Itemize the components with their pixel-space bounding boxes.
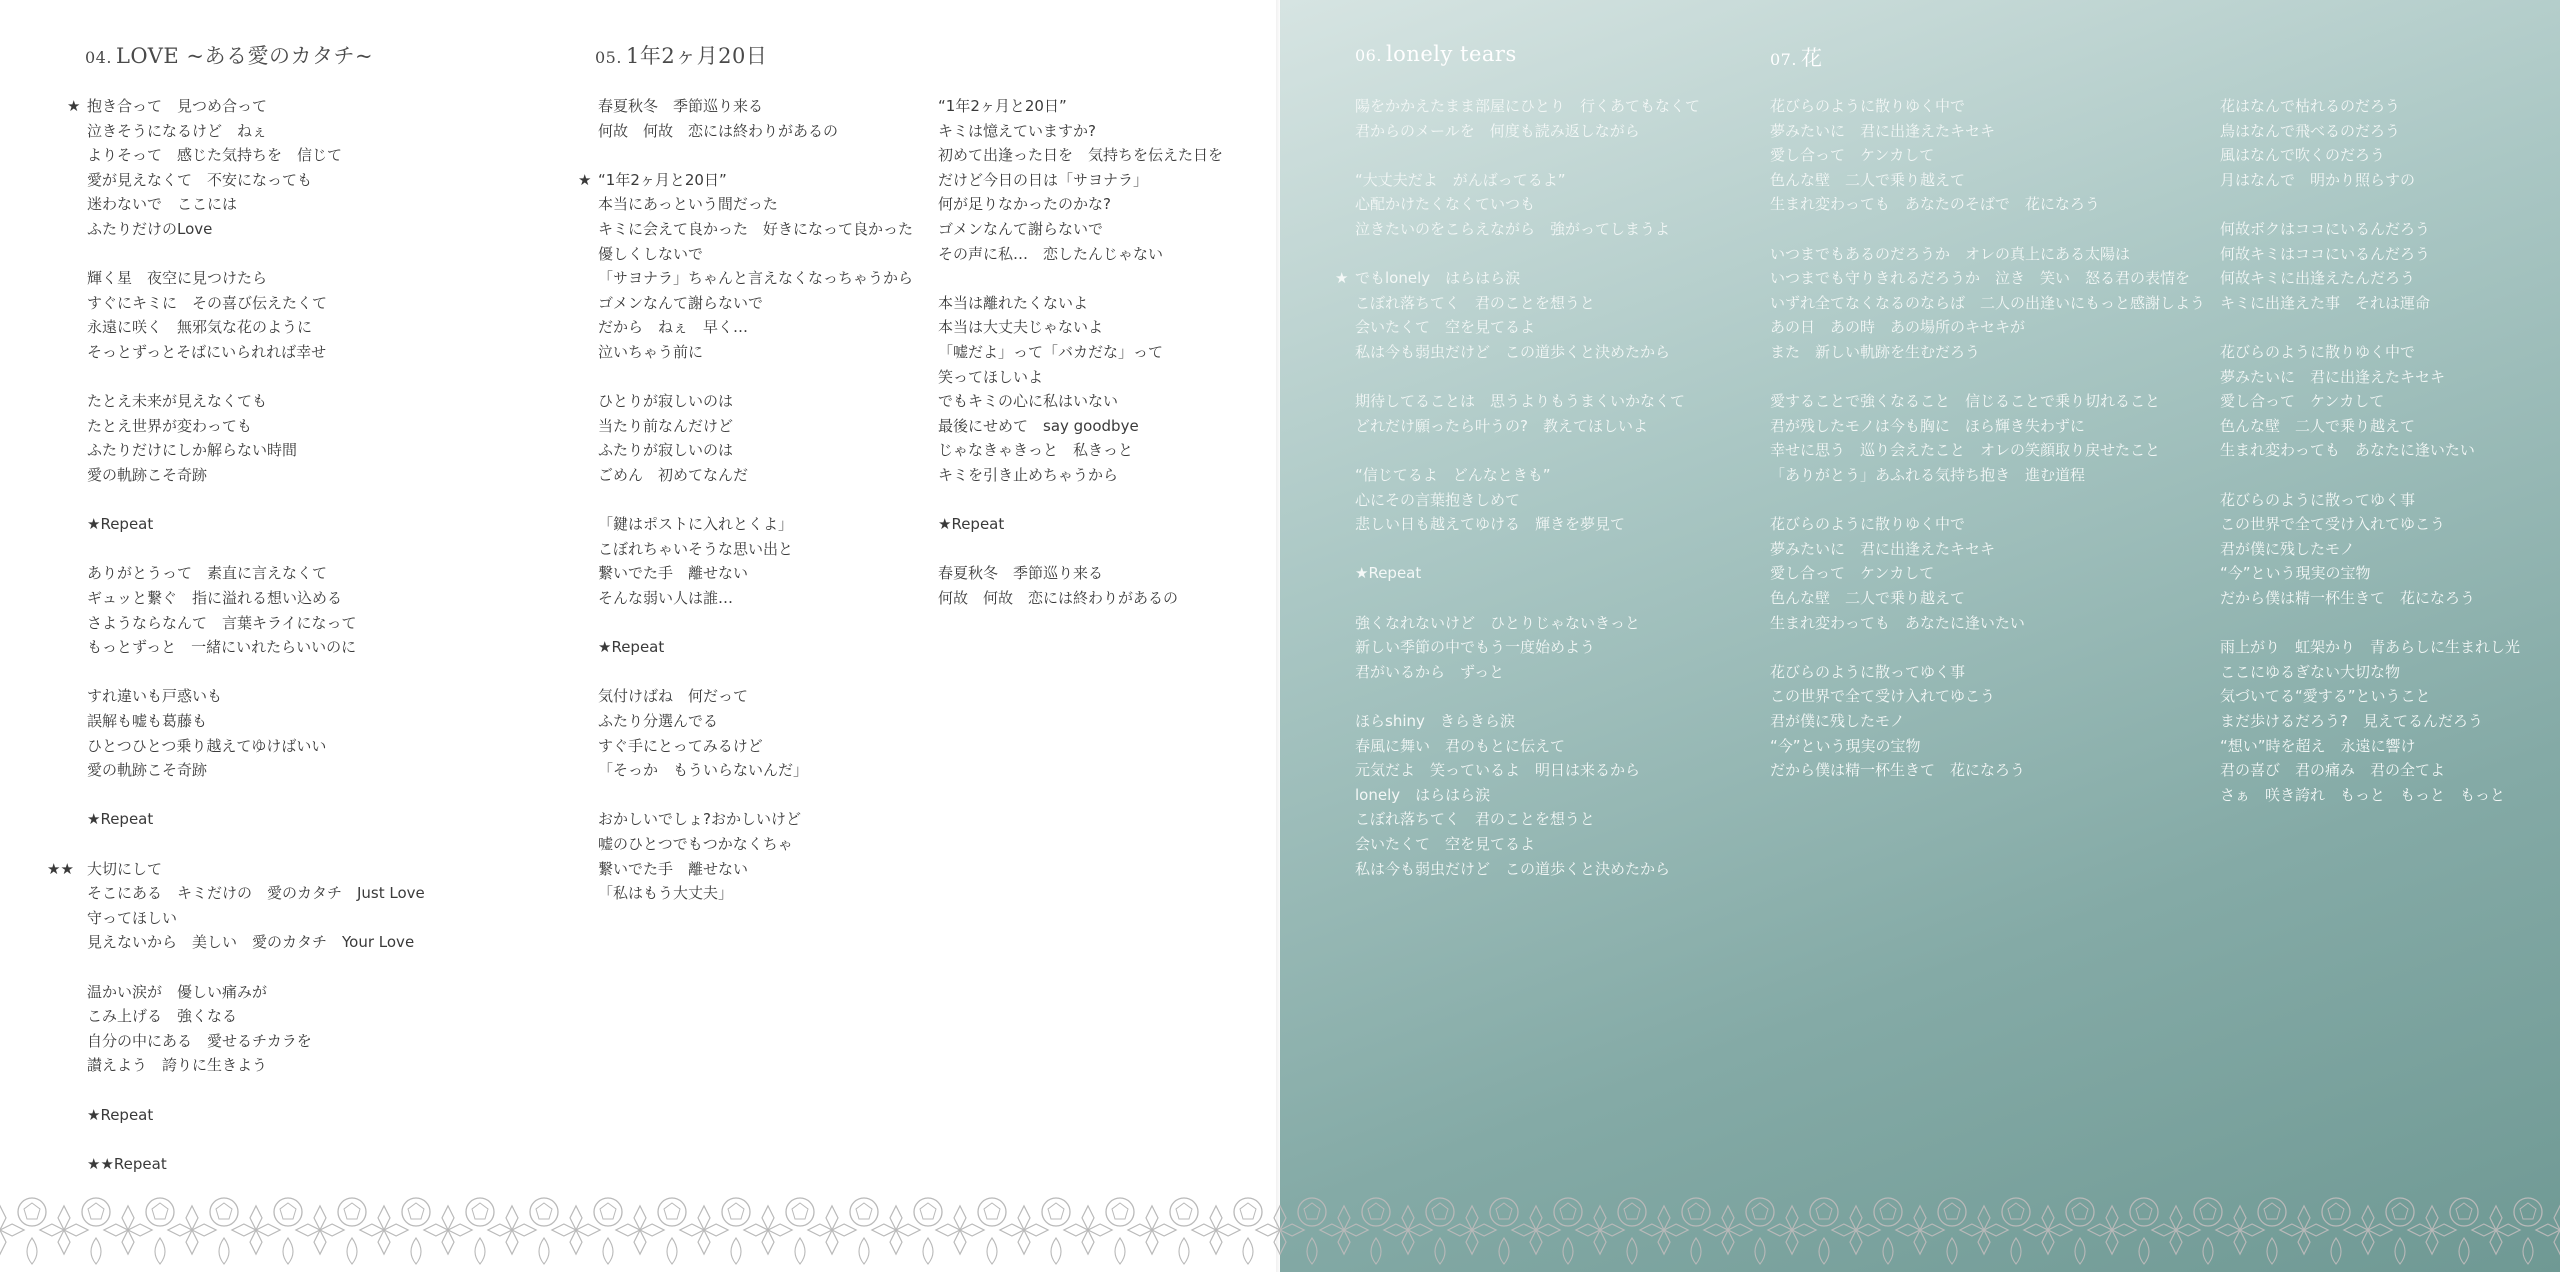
lyric-line: 輝く星 夜空に見つけたら — [87, 269, 268, 288]
lyric-line: 心にその言葉抱きしめて — [1355, 490, 1521, 509]
ornament-diamond — [680, 1206, 728, 1254]
lyric-line: ほらshiny きらきら涙 — [1355, 712, 1515, 730]
ornament-jewel — [1746, 1198, 1774, 1226]
lyric-line: 生まれ変わっても あなたに逢いたい — [2220, 441, 2475, 460]
lyric-line: 大切にして — [87, 859, 163, 878]
lyric-line: 泣きたいのをこらえながら 強がってしまうよ — [1355, 220, 1671, 238]
ornament-diamond — [168, 1206, 216, 1254]
lyric-line: 愛し合って ケンカして — [1770, 564, 1935, 583]
ornament-diamond — [936, 1206, 984, 1254]
lyric-line: 温かい涙が 優しい痛みが — [87, 982, 268, 1001]
song-07-title — [1770, 42, 1822, 72]
lyric-line: 風はなんで吹くのだろう — [2220, 146, 2386, 165]
lyric-line: 讃えよう 誇りに生きよう — [87, 1056, 268, 1075]
ornament-jewel — [1234, 1198, 1262, 1226]
ornament-jewel — [722, 1198, 750, 1226]
lyric-line: 生まれ変わっても あなたに逢いたい — [1770, 613, 2025, 632]
lyric-line: 君が僕に残したモノ — [2220, 539, 2355, 558]
ornament-jewel — [82, 1198, 110, 1226]
lyric-line: “1年2ヶ月と20日” — [938, 97, 1067, 115]
ornament-diamond — [2152, 1206, 2200, 1254]
lyric-line: ごめん 初めてなんだ — [598, 466, 749, 484]
lyric-line: この世界で全て受け入れてゆこう — [2220, 515, 2446, 534]
ornament-diamond — [1192, 1206, 1240, 1254]
right-page — [1280, 0, 2560, 1272]
ornament-diamond — [2024, 1206, 2072, 1254]
ornament-drop — [1307, 1238, 1317, 1264]
ornament-diamond — [2088, 1206, 2136, 1254]
lyric-line: 初めて出逢った日を 気持ちを伝えた日を — [938, 146, 1224, 165]
ornament-diamond — [2408, 1206, 2456, 1254]
lyric-line: 優しくしないで — [598, 244, 704, 263]
ornament-diamond — [1640, 1206, 1688, 1254]
ornament-diamond — [1128, 1206, 1176, 1254]
ornament-jewel — [594, 1198, 622, 1226]
lyric-line: 迷わないで ここには — [87, 195, 238, 214]
ornament-drop — [1947, 1238, 1957, 1264]
ornament-drop — [2331, 1238, 2341, 1264]
lyric-line: すぐ手にとってみるけど — [598, 736, 763, 755]
lyric-line: ふたりだけのLove — [87, 220, 213, 238]
lyric-line: こみ上げる 強くなる — [87, 1007, 238, 1026]
song-05-number: 05. — [595, 48, 622, 67]
ornament-border — [0, 1178, 2560, 1272]
lyric-line: 愛の軌跡こそ奇跡 — [87, 466, 208, 484]
ornament-diamond — [2344, 1206, 2392, 1254]
song-07-title-text: 花 — [1800, 46, 1823, 70]
ornament-diamond — [1000, 1206, 1048, 1254]
ornament-jewel — [1874, 1198, 1902, 1226]
song-05-title — [595, 40, 767, 70]
lyric-line: どれだけ願ったら叶うの? 教えてほしいよ — [1355, 416, 1648, 435]
ornament-drop — [2459, 1238, 2469, 1264]
ornament-jewel — [1362, 1198, 1390, 1226]
lyric-line: こぼれ落ちてく 君のことを想うと — [1355, 810, 1595, 829]
lyric-line: キミを引き止めちゃうから — [938, 466, 1119, 484]
ornament-drop — [1691, 1238, 1701, 1264]
ornament-jewel — [978, 1198, 1006, 1226]
lyric-line: 本当は離れたくないよ — [938, 293, 1089, 312]
ornament-drop — [155, 1238, 165, 1264]
ornament-jewel — [530, 1198, 558, 1226]
ornament-drop — [1563, 1238, 1573, 1264]
lyric-line: じゃなきゃきっと 私きっと — [938, 441, 1134, 460]
ornament-diamond — [1448, 1206, 1496, 1254]
ornament-drop — [923, 1238, 933, 1264]
ornament-diamond — [2280, 1206, 2328, 1254]
ornament-diamond — [1704, 1206, 1752, 1254]
lyric-line: すぐにキミに その喜び伝えたくて — [87, 293, 328, 312]
lyric-line: ひとりが寂しいのは — [598, 392, 734, 411]
ornament-jewel — [274, 1198, 302, 1226]
song-07-number: 07. — [1770, 50, 1797, 69]
ornament-drop — [1115, 1238, 1125, 1264]
ornament-drop — [1179, 1238, 1189, 1264]
lyric-line: 繋いでた手 離せない — [598, 859, 749, 878]
ornament-jewel — [1106, 1198, 1134, 1226]
lyric-line: “今”という現実の宝物 — [2220, 564, 2371, 583]
ornament-diamond — [1960, 1206, 2008, 1254]
lyric-line: 陽をかかえたまま部屋にひとり 行くあてもなくて — [1355, 97, 1701, 115]
lyric-line: そんな弱い人は誰… — [598, 589, 734, 607]
ornament-jewel — [2514, 1198, 2542, 1226]
lyric-line: 花びらのように散りゆく中で — [1770, 97, 1966, 115]
ornament-jewel — [850, 1198, 878, 1226]
lyric-line: 君がいるから ずっと — [1355, 662, 1505, 681]
ornament-jewel — [1938, 1198, 1966, 1226]
lyric-line: キミに出逢えた事 それは運命 — [2220, 293, 2431, 312]
lyric-line: もっとずっと 一緒にいれたらいいのに — [87, 638, 357, 657]
lyric-line: 愛することで強くなること 信じることで乗り切れること — [1770, 392, 2161, 411]
lyric-line: すれ違いも戸惑いも — [87, 687, 223, 706]
lyric-line: 会いたくて 空を見てるよ — [1355, 835, 1536, 853]
lyric-line: そこにある キミだけの 愛のカタチ Just Love — [87, 884, 425, 903]
ornament-diamond — [1576, 1206, 1624, 1254]
lyric-line: キミは憶えていますか? — [938, 121, 1096, 140]
ornament-drop — [2011, 1238, 2021, 1264]
ornament-drop — [1371, 1238, 1381, 1264]
lyric-line: 愛が見えなくて 不安になっても — [87, 170, 313, 189]
ornament-drop — [411, 1238, 421, 1264]
lyric-line: 夢みたいに 君に出逢えたキセキ — [2220, 367, 2446, 386]
ornament-drop — [2523, 1238, 2533, 1264]
lyric-line: 本当は大丈夫じゃないよ — [938, 318, 1104, 337]
lyric-line: 「サヨナラ」ちゃんと言えなくなっちゃうから — [598, 269, 914, 288]
lyric-line: キミに会えて良かった 好きになって良かった — [598, 220, 914, 238]
lyric-line: ふたりだけにしか解らない時間 — [87, 441, 298, 460]
ornament-jewel — [338, 1198, 366, 1226]
ornament-diamond — [616, 1206, 664, 1254]
ornament-diamond — [744, 1206, 792, 1254]
lyric-line: ありがとうって 素直に言えなくて — [87, 564, 328, 583]
ornament-jewel — [1170, 1198, 1198, 1226]
ornament-drop — [347, 1238, 357, 1264]
lyric-line: 悲しい日も越えてゆける 輝きを夢見て — [1355, 515, 1626, 534]
ornament-diamond — [1320, 1206, 1368, 1254]
lyric-line: よりそって 感じた気持ちを 信じて — [87, 146, 343, 165]
ornament-drop — [1755, 1238, 1765, 1264]
lyric-line: おかしいでしょ?おかしいけど — [598, 810, 801, 829]
ornament-diamond — [232, 1206, 280, 1254]
lyric-line: 君が残したモノは今も胸に ほら輝き失わずに — [1770, 416, 2085, 435]
ornament-drop — [667, 1238, 677, 1264]
lyric-line: でもlonely はらはら涙 — [1355, 269, 1521, 288]
lyric-line: 色んな壁 二人で乗り越えて — [1770, 170, 1966, 189]
ornament-diamond — [424, 1206, 472, 1254]
lyric-line: 泣いちゃう前に — [598, 343, 704, 361]
lyric-line: 花はなんで枯れるのだろう — [2220, 97, 2401, 115]
lyric-line: 愛の軌跡こそ奇跡 — [87, 761, 208, 780]
lyric-line: 鳥はなんで飛べるのだろう — [2220, 121, 2401, 140]
lyric-line: lonely はらはら涙 — [1355, 785, 1491, 804]
ornament-jewel — [1298, 1198, 1326, 1226]
ornament-jewel — [786, 1198, 814, 1226]
ornament-jewel — [1618, 1198, 1646, 1226]
lyric-line: ゴメンなんて謝らないで — [938, 220, 1104, 238]
lyric-line: 私は今も弱虫だけど この道歩くと決めたから — [1355, 343, 1671, 361]
ornament-diamond — [872, 1206, 920, 1254]
lyric-line: ★Repeat — [938, 515, 1005, 534]
lyric-line: 笑ってほしいよ — [938, 367, 1044, 386]
lyric-line: 何故キミに出逢えたんだろう — [2220, 269, 2416, 288]
lyric-line: 永遠に咲く 無邪気な花のように — [87, 318, 313, 337]
lyric-line: さぁ 咲き誇れ もっと もっと もっと — [2220, 785, 2506, 804]
lyric-line: でもキミの心に私はいない — [938, 392, 1119, 411]
ornament-drop — [603, 1238, 613, 1264]
lyric-line: こぼれちゃいそうな思い出と — [598, 539, 794, 558]
lyric-line: ★Repeat — [87, 515, 154, 534]
lyric-line: こぼれ落ちてく 君のことを想うと — [1355, 293, 1595, 312]
ornament-drop — [539, 1238, 549, 1264]
lyric-line: 「嘘だよ」って「バカだな」って — [938, 343, 1164, 361]
lyric-line: いつまでも守りきれるだろうか 泣き 笑い 怒る君の表情を — [1770, 269, 2191, 288]
ornament-drop — [283, 1238, 293, 1264]
lyric-line: 色んな壁 二人で乗り越えて — [2220, 416, 2416, 435]
ornament-jewel — [1554, 1198, 1582, 1226]
ornament-jewel — [2002, 1198, 2030, 1226]
ornament-diamond — [2472, 1206, 2520, 1254]
ornament-drop — [1435, 1238, 1445, 1264]
lyric-line: ★Repeat — [87, 1105, 154, 1124]
song-04-title — [85, 40, 373, 70]
song-05-title-text: 1年2ヶ月20日 — [625, 44, 768, 68]
lyric-line: 月はなんで 明かり照らすの — [2220, 170, 2416, 189]
lyric-line: だけど今日の日は「サヨナラ」 — [938, 170, 1149, 189]
ornament-drop — [1883, 1238, 1893, 1264]
ornament-diamond — [2216, 1206, 2264, 1254]
ornament-jewel — [2386, 1198, 2414, 1226]
lyric-line: 繋いでた手 離せない — [598, 564, 749, 583]
lyric-line: 最後にせめて say goodbye — [938, 416, 1139, 435]
ornament-jewel — [658, 1198, 686, 1226]
ornament-jewel — [1810, 1198, 1838, 1226]
lyric-line: ギュッと繋ぐ 指に溢れる想い込める — [87, 589, 343, 607]
ornament-drop — [731, 1238, 741, 1264]
ornament-jewel — [466, 1198, 494, 1226]
ornament-drop — [475, 1238, 485, 1264]
ornament-jewel — [1490, 1198, 1518, 1226]
ornament-jewel — [2066, 1198, 2094, 1226]
ornament-jewel — [2450, 1198, 2478, 1226]
ornament-jewel — [146, 1198, 174, 1226]
lyric-line: 生まれ変わっても あなたのそばで 花になろう — [1770, 195, 2100, 214]
lyric-line: 抱き合って 見つめ合って — [87, 97, 268, 115]
lyric-line: 元気だよ 笑っているよ 明日は来るから — [1355, 761, 1641, 780]
lyric-line: “今”という現実の宝物 — [1770, 736, 1921, 755]
lyric-line: ゴメンなんて謝らないで — [598, 293, 764, 312]
ornament-diamond — [40, 1206, 88, 1254]
lyric-line: たとえ世界が変わっても — [87, 416, 252, 435]
ornament-drop — [2139, 1238, 2149, 1264]
lyric-line: 春風に舞い 君のもとに伝えて — [1355, 736, 1566, 755]
ornament-drop — [1499, 1238, 1509, 1264]
lyric-line: あの日 あの時 あの場所のキセキが — [1770, 318, 2026, 337]
lyric-line: 何故 何故 恋には終わりがあるの — [938, 589, 1179, 607]
lyric-line: ふたりが寂しいのは — [598, 441, 734, 460]
lyric-line: 何故 何故 恋には終わりがあるの — [598, 121, 839, 140]
ornament-drop — [1819, 1238, 1829, 1264]
lyric-line: ひとつひとつ乗り越えてゆけばいい — [87, 736, 327, 755]
lyric-line: いつまでもあるのだろうか オレの真上にある太陽は — [1770, 244, 2131, 263]
lyric-line: 「私はもう大丈夫」 — [598, 884, 734, 903]
lyric-line: 何故キミはココにいるんだろう — [2220, 244, 2431, 263]
lyric-line: 君の喜び 君の痛み 君の全てよ — [2220, 761, 2446, 780]
ornament-diamond — [488, 1206, 536, 1254]
ornament-jewel — [1682, 1198, 1710, 1226]
lyric-line: 幸せに思う 巡り会えたこと オレの笑顔取り戻せたこと — [1770, 441, 2161, 460]
lyric-line: 見えないから 美しい 愛のカタチ Your Love — [87, 933, 415, 952]
lyric-line: 夢みたいに 君に出逢えたキセキ — [1770, 539, 1996, 558]
lyric-mark: ★ — [67, 97, 81, 115]
ornament-jewel — [2130, 1198, 2158, 1226]
ornament-diamond — [552, 1206, 600, 1254]
lyric-line: 心配かけたくなくていつも — [1355, 195, 1536, 214]
lyric-line: 当たり前なんだけど — [598, 416, 734, 435]
lyric-mark: ★ — [1335, 269, 1349, 288]
lyric-mark: ★★ — [47, 859, 74, 878]
lyric-line: 君が僕に残したモノ — [1770, 712, 1905, 730]
ornament-jewel — [2194, 1198, 2222, 1226]
ornament-jewel — [2258, 1198, 2286, 1226]
ornament-drop — [2395, 1238, 2405, 1264]
ornament-drop — [2203, 1238, 2213, 1264]
lyric-line: 誤解も嘘も葛藤も — [87, 712, 208, 730]
ornament-diamond — [104, 1206, 152, 1254]
lyric-line: そっとずっとそばにいられれば幸せ — [87, 343, 327, 361]
lyric-line: 愛し合って ケンカして — [2220, 392, 2385, 411]
lyric-line: 気づいてる“愛する”ということ — [2220, 687, 2431, 706]
lyric-line: たとえ未来が見えなくても — [87, 392, 268, 411]
lyric-line: “大丈夫だよ がんばってるよ” — [1355, 170, 1566, 189]
lyric-line: 花びらのように散ってゆく事 — [1770, 662, 1966, 681]
ornament-drop — [2075, 1238, 2085, 1264]
ornament-drop — [1627, 1238, 1637, 1264]
ornament-diamond — [1384, 1206, 1432, 1254]
lyric-line: 会いたくて 空を見てるよ — [1355, 318, 1536, 337]
ornament-diamond — [2536, 1206, 2560, 1254]
lyric-line: ★Repeat — [1355, 564, 1422, 583]
ornament-diamond — [1256, 1206, 1304, 1254]
lyric-line: 「そっか もういらないんだ」 — [598, 761, 809, 780]
song-06-title — [1355, 42, 1517, 66]
lyric-line: ★Repeat — [87, 810, 154, 829]
ornament-jewel — [2322, 1198, 2350, 1226]
ornament-jewel — [402, 1198, 430, 1226]
lyric-line: 春夏秋冬 季節巡り来る — [598, 97, 764, 115]
lyric-line: ★★Repeat — [87, 1154, 167, 1173]
lyric-line: この世界で全て受け入れてゆこう — [1770, 687, 1996, 706]
lyric-line: 何故ボクはココにいるんだろう — [2220, 220, 2431, 238]
ornament-diamond — [1832, 1206, 1880, 1254]
lyric-line: ふたり分選んでる — [598, 712, 719, 730]
ornament-jewel — [210, 1198, 238, 1226]
lyric-line: 期待してることは 思うよりもうまくいかなくて — [1355, 392, 1686, 411]
lyric-line: いずれ全てなくなるのならば 二人の出逢いにもっと感謝しよう — [1770, 293, 2206, 312]
lyric-line: 嘘のひとつでもつかなくちゃ — [598, 835, 793, 853]
ornament-diamond — [360, 1206, 408, 1254]
lyric-line: また 新しい軌跡を生むだろう — [1770, 343, 1981, 361]
lyric-line: 私は今も弱虫だけど この道歩くと決めたから — [1355, 859, 1671, 878]
lyric-line: 「ありがとう」あふれる気持ち抱き 進む道程 — [1770, 466, 2086, 484]
lyric-line: 雨上がり 虹架かり 青あらしに生まれし光 — [2220, 638, 2521, 657]
lyric-line: 色んな壁 二人で乗り越えて — [1770, 589, 1966, 607]
ornament-diamond — [296, 1206, 344, 1254]
ornament-jewel — [1042, 1198, 1070, 1226]
lyric-line: ここにゆるぎない大切な物 — [2220, 662, 2401, 681]
lyric-line: “信じてるよ どんなときも” — [1355, 466, 1551, 484]
ornament-jewel — [1426, 1198, 1454, 1226]
ornament-drop — [859, 1238, 869, 1264]
ornament-drop — [2267, 1238, 2277, 1264]
lyric-line: 気付けばね 何だって — [598, 687, 749, 706]
ornament-drop — [987, 1238, 997, 1264]
lyric-line: 自分の中にある 愛せるチカラを — [87, 1031, 312, 1050]
lyric-line: さようならなんて 言葉キライになって — [87, 613, 357, 632]
lyric-line: 「鍵はポストに入れとくよ」 — [598, 515, 794, 534]
ornament-diamond — [1896, 1206, 1944, 1254]
lyric-line: 花びらのように散ってゆく事 — [2220, 490, 2416, 509]
lyric-line: 春夏秋冬 季節巡り来る — [938, 564, 1104, 583]
song-06-number: 06. — [1355, 46, 1382, 65]
ornament-drop — [1243, 1238, 1253, 1264]
lyric-line: まだ歩けるだろう? 見えてるんだろう — [2220, 712, 2483, 730]
lyric-line: 強くなれないけど ひとりじゃないきっと — [1355, 613, 1641, 632]
lyric-line: 新しい季節の中でもう一度始めよう — [1355, 638, 1596, 657]
lyric-line: その声に私… 恋したんじゃない — [938, 244, 1164, 263]
lyric-line: 守ってほしい — [87, 908, 178, 927]
lyric-mark: ★ — [578, 170, 592, 189]
song-06-title-text: lonely tears — [1385, 42, 1517, 66]
ornament-diamond — [1768, 1206, 1816, 1254]
lyric-line: 花びらのように散りゆく中で — [2220, 343, 2416, 361]
lyric-line: 本当にあっという間だった — [598, 195, 778, 214]
ornament-drop — [27, 1238, 37, 1264]
lyric-line: “想い”時を超え 永遠に響け — [2220, 736, 2416, 755]
ornament-diamond — [1512, 1206, 1560, 1254]
ornament-drop — [795, 1238, 805, 1264]
ornament-diamond — [808, 1206, 856, 1254]
ornament-diamond — [1064, 1206, 1112, 1254]
ornament-jewel — [914, 1198, 942, 1226]
lyric-line: ★Repeat — [598, 638, 665, 657]
lyric-line: だから ねぇ 早く… — [598, 318, 749, 337]
ornament-drop — [1051, 1238, 1061, 1264]
lyric-line: だから僕は精一杯生きて 花になろう — [1770, 761, 2026, 780]
lyric-line: 花びらのように散りゆく中で — [1770, 515, 1966, 534]
song-04-title-text: LOVE ~ある愛のカタチ~ — [115, 44, 374, 68]
ornament-jewel — [18, 1198, 46, 1226]
lyric-line: 君からのメールを 何度も読み返しながら — [1355, 121, 1640, 140]
ornament-diamond — [0, 1206, 24, 1254]
lyric-line: だから僕は精一杯生きて 花になろう — [2220, 589, 2476, 607]
lyric-line: 愛し合って ケンカして — [1770, 146, 1935, 165]
ornament-drop — [219, 1238, 229, 1264]
lyric-line: “1年2ヶ月と20日” — [598, 170, 727, 189]
song-04-number: 04. — [85, 48, 112, 67]
page-fold — [1276, 0, 1284, 1272]
lyric-line: 夢みたいに 君に出逢えたキセキ — [1770, 121, 1996, 140]
lyric-line: 何が足りなかったのかな? — [938, 195, 1111, 214]
lyric-line: 泣きそうになるけど ねぇ — [87, 121, 268, 140]
ornament-drop — [91, 1238, 101, 1264]
